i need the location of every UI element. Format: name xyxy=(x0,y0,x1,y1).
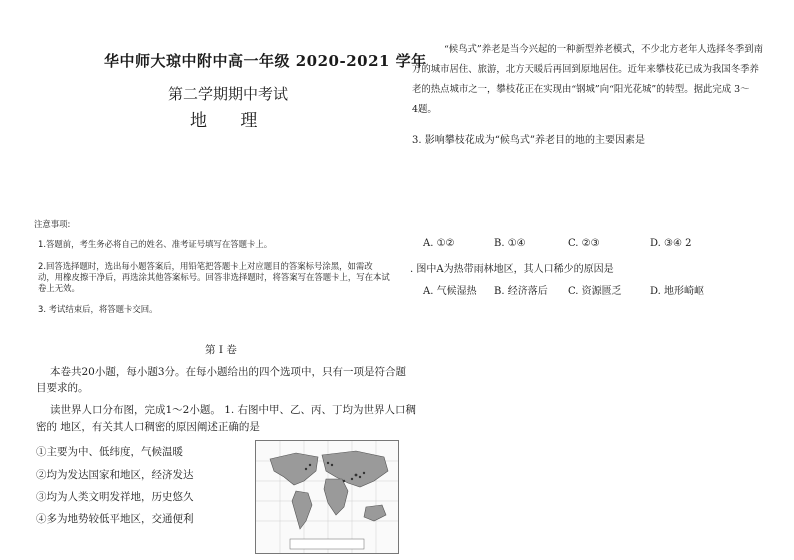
q3-option-d: D. ③④ 2 xyxy=(650,238,692,249)
passage-line-4: 4题。 xyxy=(412,104,437,115)
passage-line-1: “候鸟式”养老是当今兴起的一种新型养老模式，不少北方老年人选择冬季到南 xyxy=(444,44,763,55)
q4-option-a: A. 气候湿热 xyxy=(423,286,477,297)
q1-stem-1: 读世界人口分布图，完成1～2小题。 1. 右图中甲、乙、丙、丁均为世界人口稠 xyxy=(50,404,417,416)
q4-option-c: C. 资源匮乏 xyxy=(568,286,622,297)
world-map-graphic xyxy=(256,441,398,553)
passage-line-2: 方的城市居住、旅游，北方天暖后再回到原地居住。近年来攀枝花已成为我国冬季养 xyxy=(412,64,759,75)
section-intro-2: 目要求的。 xyxy=(36,382,89,394)
q4-stem: . 图中A为热带雨林地区，其人口稀少的原因是 xyxy=(410,264,614,275)
section-intro-1: 本卷共20小题，每小题3分。在每小题给出的四个选项中，只有一项是符合题 xyxy=(50,366,407,378)
q4-option-b: B. 经济落后 xyxy=(494,286,548,297)
world-population-map xyxy=(255,440,399,554)
q1-option-3: ③均为人类文明发祥地，历史悠久 xyxy=(36,491,194,503)
q1-option-2: ②均为发达国家和地区，经济发达 xyxy=(36,469,194,481)
q3-option-c: C. ②③ xyxy=(568,238,600,249)
q3-option-b: B. ①④ xyxy=(494,238,526,249)
notice-item-1: 1.答题前，考生务必将自己的姓名、准考证号填写在答题卡上。 xyxy=(38,239,273,249)
subject-title: 地 理 xyxy=(190,111,272,131)
section-title: 第 I 卷 xyxy=(205,344,237,356)
exam-term-title: 第二学期期中考试 xyxy=(168,85,289,103)
notice-item-2-end: 卷上无效。 xyxy=(38,283,80,293)
notice-item-2-cont: 动，用橡皮擦干净后，再选涂其他答案标号。回答非选择题时，将答案写在答题卡上，写在本试 xyxy=(38,272,390,282)
q1-option-1: ①主要为中、低纬度，气候温暖 xyxy=(36,446,183,458)
notice-item-2: 2.回答选择题时，选出每小题答案后，用铅笔把答题卡上对应题目的答案标号涂黑，如需改 xyxy=(38,261,373,271)
q3-option-a: A. ①② xyxy=(423,238,455,249)
q4-option-d: D. 地形崎岖 xyxy=(650,286,705,297)
q3-stem: 3. 影响攀枝花成为“候鸟式”养老目的地的主要因素是 xyxy=(412,135,645,146)
q1-stem-2: 密的 地区，有关其人口稠密的原因阐述正确的是 xyxy=(36,421,260,433)
q1-option-4: ④多为地势较低平地区，交通便利 xyxy=(36,513,194,525)
passage-line-3: 老的热点城市之一，攀枝花正在实现由“钢城”向“阳光花城”的转型。据此完成 3～ xyxy=(412,84,750,95)
notice-heading: 注意事项: xyxy=(34,219,71,229)
notice-item-3: 3. 考试结束后，将答题卡交回。 xyxy=(38,304,158,314)
school-exam-title: 华中师大琼中附中高一年级 2020-2021 学年 xyxy=(104,52,427,70)
